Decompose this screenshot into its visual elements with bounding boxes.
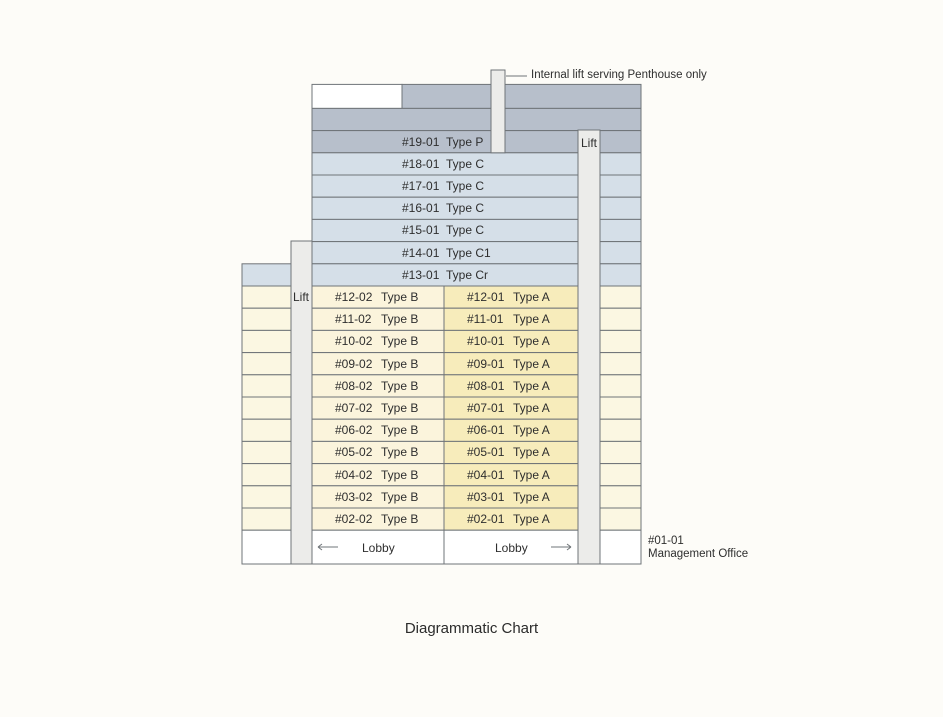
tower-unit-label: #15-01 [402,223,440,238]
roof-block-top [402,84,641,108]
podium-left-type-label: Type B [381,489,419,504]
penthouse-type-label: Type P [446,134,484,149]
podium-unit-left [312,419,444,441]
podium-left-unit-label: #04-02 [335,467,373,482]
podium-unit-right [444,375,578,397]
podium-left-type-label: Type B [381,401,419,415]
podium-unit-left [312,397,444,419]
tower-type-label: Type C [446,223,485,238]
tower-unit-label: #18-01 [402,156,440,171]
tower-unit-label: #17-01 [402,179,440,193]
podium-right-unit-label: #07-01 [467,401,505,415]
podium-right-type-label: Type A [513,334,550,349]
podium-right-unit-label: #08-01 [467,378,505,393]
podium-left-type-label: Type B [381,445,419,460]
podium-left-unit-label: #12-02 [335,290,373,304]
podium-left-type-label: Type B [381,356,419,371]
podium-left-unit-label: #09-02 [335,356,373,371]
podium-left-type-label: Type B [381,312,419,327]
podium-left-type-label: Type B [381,378,419,393]
podium-left-unit-label: #05-02 [335,445,373,460]
podium-right-unit-label: #04-01 [467,467,505,482]
podium-right-unit-label: #12-01 [467,290,505,304]
podium-left-unit-label: #02-02 [335,512,373,526]
podium-right-type-label: Type A [513,489,550,504]
podium-right-unit-label: #02-01 [467,512,505,526]
lobby-left-label: Lobby [362,541,395,555]
podium-left-unit-label: #08-02 [335,378,373,393]
podium-unit-right [444,397,578,419]
management-office-label: Management Office [648,548,749,560]
podium-unit-left [312,330,444,352]
tower-unit-label: #16-01 [402,201,440,216]
roof-block-middle [312,108,641,130]
podium-left-unit-label: #10-02 [335,334,373,349]
podium-right-unit-label: #09-01 [467,356,505,371]
management-unit-label: #01-01 [648,535,684,547]
podium-unit-left [312,308,444,330]
podium-left-unit-label: #07-02 [335,401,373,415]
podium-left-unit-label: #11-02 [335,312,372,327]
podium-right-type-label: Type A [513,401,550,415]
podium-left-unit-label: #03-02 [335,489,373,504]
tower-type-label: Type Cr [446,267,489,282]
podium-left-type-label: Type B [381,334,419,349]
roof-white-block [312,84,402,108]
podium-right-type-label: Type A [513,423,550,438]
tower-type-label: Type C1 [446,245,491,260]
podium-unit-right [444,330,578,352]
podium-unit-left [312,464,444,486]
right-lift-shaft [578,130,600,564]
podium-right-unit-label: #03-01 [467,489,505,504]
penthouse-lift-shaft [491,70,505,153]
podium-unit-right [444,441,578,463]
podium-right-type-label: Type A [513,445,550,460]
podium-right-type-label: Type A [513,312,550,327]
podium-unit-right [444,353,578,375]
internal-lift-annotation: Internal lift serving Penthouse only [531,69,707,81]
podium-right-type-label: Type A [513,512,550,526]
left-lift-label: Lift [293,290,310,304]
podium-unit-left [312,286,444,308]
podium-unit-right [444,508,578,530]
podium-unit-right [444,464,578,486]
podium-right-type-label: Type A [513,378,550,393]
right-lift-label: Lift [581,136,598,150]
podium-unit-left [312,353,444,375]
podium-unit-right [444,286,578,308]
podium-left-unit-label: #06-02 [335,423,373,438]
podium-unit-left [312,375,444,397]
podium-right-type-label: Type A [513,467,550,482]
lobby-right-label: Lobby [495,541,528,555]
podium-right-type-label: Type A [513,356,550,371]
podium-right-unit-label: #05-01 [467,445,505,460]
penthouse-unit-label: #19-01 [402,134,440,149]
tower-type-label: Type C [446,179,485,193]
podium-unit-right [444,308,578,330]
podium-unit-left [312,441,444,463]
podium-unit-left [312,486,444,508]
tower-unit-label: #14-01 [402,245,440,260]
diagram-caption: Diagrammatic Chart [404,620,539,637]
podium-left-type-label: Type B [381,512,419,526]
tower-unit-label: #13-01 [402,267,440,282]
tower-type-label: Type C [446,201,485,216]
podium-unit-left [312,508,444,530]
podium-right-type-label: Type A [513,290,550,304]
podium-unit-right [444,419,578,441]
tower-type-label: Type C [446,156,485,171]
podium-left-type-label: Type B [381,467,419,482]
podium-right-unit-label: #06-01 [467,423,505,438]
podium-right-unit-label: #10-01 [467,334,505,349]
podium-left-type-label: Type B [381,423,419,438]
podium-unit-right [444,486,578,508]
podium-right-unit-label: #11-01 [467,312,504,327]
podium-left-type-label: Type B [381,290,419,304]
